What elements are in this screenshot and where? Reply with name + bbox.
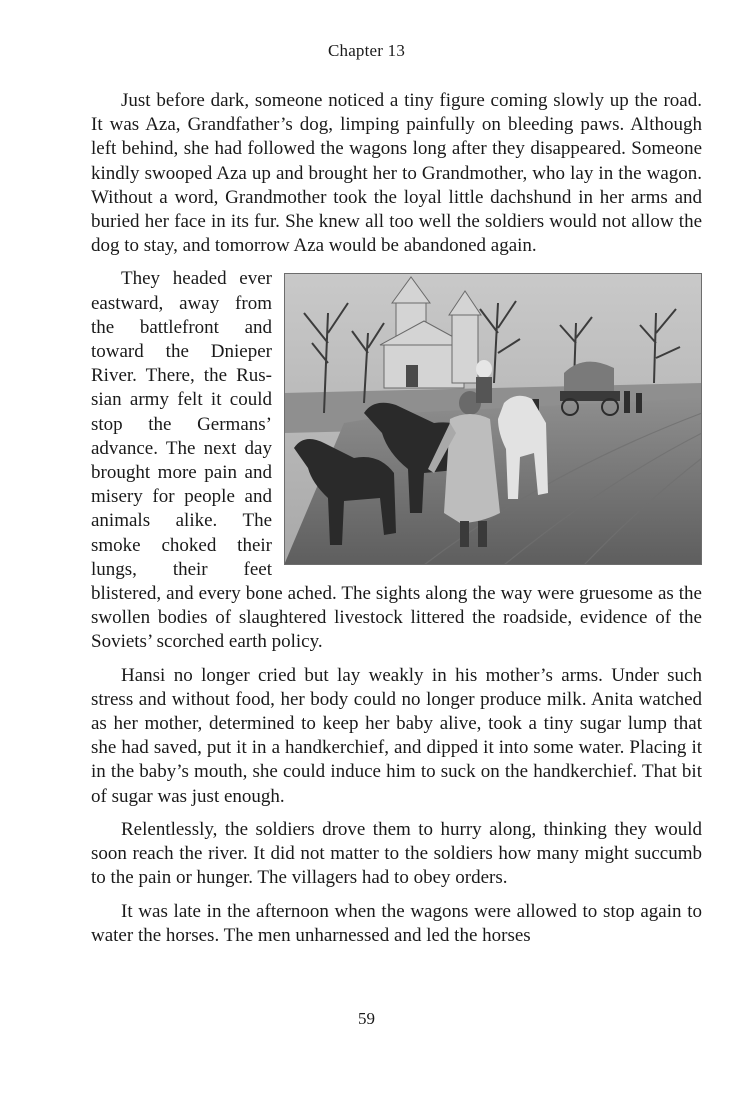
body-text <box>91 89 702 957</box>
paragraph: They headed ever eastward, away from the battlefront and toward the Dnieper River. There, the Russian army felt it could stop the Germans’ advance. The next day brought more pain and misery for people and animals alike. The smoke choked their lungs, their feet blistered, and every bone ached. The sights along the way were gruesome as the swollen bodies of slaughtered livestock littered the roadside, evidence of the Soviets’ scorched earth policy. <box>91 268 702 653</box>
historical-photo <box>284 273 702 565</box>
paragraph: Hansi no longer cried but lay weakly in his mother’s arms. Under such stress and without food, her body could no longer produce milk. Anita watched as her mother, determined to keep her baby alive, took a tiny sugar lump that she had saved, put it in a handkerchief, and dipped it into some water. Placing it in the baby’s mouth, she could induce him to suck on the handkerchief. That bit of sugar was just enough. <box>91 664 702 807</box>
running-head: Chapter 13 <box>327 41 406 60</box>
photo-refugees-icon <box>284 273 702 565</box>
page-number: 59 <box>358 1009 375 1028</box>
paragraph: It was late in the afternoon when the wagons were allowed to stop again to water the horses. The men unharnessed and led the horses <box>91 900 702 946</box>
paragraph: Relentlessly, the soldiers drove them to hurry along, thinking they would soon reach the river. It did not matter to the soldiers how many might succumb to the pain or hunger. The villagers had to obey orders. <box>91 818 702 889</box>
paragraph: Just before dark, someone noticed a tiny figure coming slowly up the road. It was Aza, Grandfather’s dog, limping painfully on bleeding paws. Although left behind, she had followed the wagons long after they disappeared. Someone kindly swooped Aza up and brought her to Grandmother, who lay in the wagon. Without a word, Grandmother took the loyal little dachshund in her arms and buried her face in its fur. She knew all too well the soldiers would not allow the dog to stay, and tomorrow Aza would be abandoned again. <box>91 90 702 257</box>
